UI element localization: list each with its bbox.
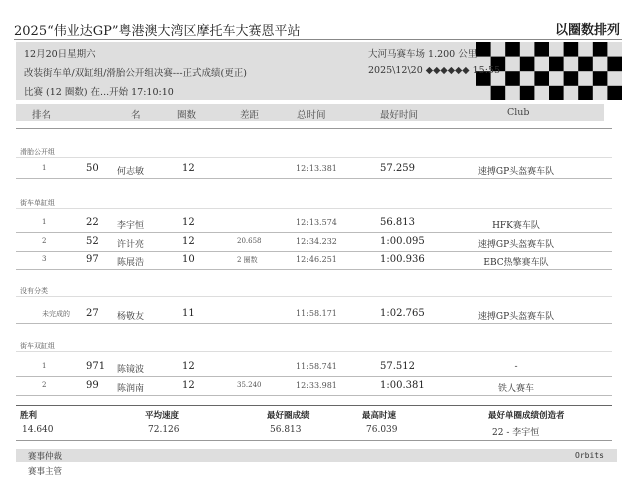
cell-club: 速搏GP头盔赛车队 <box>477 312 555 322</box>
col-club: Club <box>507 107 530 118</box>
cell-laps: 12 <box>182 361 195 372</box>
cell-pos: 1 <box>42 362 47 370</box>
cell-best: 1:00.936 <box>380 254 425 265</box>
group-label: 没有分类 <box>20 287 48 295</box>
summary-divider <box>16 405 612 406</box>
row-divider <box>16 178 612 179</box>
cell-total: 11:58.741 <box>296 362 337 371</box>
summary-winner-time: 14.640 <box>22 425 54 435</box>
cell-best: 1:00.381 <box>380 380 425 391</box>
cell-no: 50 <box>86 163 99 174</box>
title-divider <box>14 39 622 40</box>
cell-laps: 12 <box>182 236 195 247</box>
cell-club: 铁人赛车 <box>497 384 534 394</box>
summary-top-speed: 76.039 <box>366 425 398 435</box>
cell-no: 971 <box>86 361 106 372</box>
cell-total: 12:13.381 <box>296 164 337 173</box>
timestamp: 2025\12\20 ◆◆◆◆◆◆ 15:55 <box>368 65 501 76</box>
group-label: 街车单缸组 <box>20 199 55 207</box>
cell-name: 杨敬友 <box>117 312 145 322</box>
col-gap: 差距 <box>240 110 260 121</box>
cell-pos: 3 <box>42 255 47 263</box>
event-info-box <box>16 42 622 100</box>
row-divider <box>16 251 612 252</box>
group-divider <box>16 351 612 352</box>
venue: 大河马赛车场 1.200 公里 <box>368 49 478 60</box>
group-label: 街车双缸组 <box>20 342 55 350</box>
summary-avg-speed: 72.126 <box>148 425 180 435</box>
summary-header-best-lap-holder: 最好单圈成绩创造者 <box>488 411 565 421</box>
cell-pos: 1 <box>42 164 47 172</box>
director-label: 赛事主管 <box>28 467 63 477</box>
cell-no: 99 <box>86 380 99 391</box>
cell-club: - <box>514 362 518 372</box>
cell-name: 许计亮 <box>117 240 145 250</box>
cell-laps: 12 <box>182 163 195 174</box>
cell-pos: 2 <box>42 381 47 389</box>
cell-gap: 2 圈数 <box>237 256 258 264</box>
cell-laps: 11 <box>182 308 195 319</box>
cell-name: 陈镜波 <box>117 365 145 375</box>
cell-best: 57.512 <box>380 361 415 372</box>
group-label: 滑胎公开组 <box>20 148 55 156</box>
cell-gap: 35.240 <box>237 381 262 389</box>
cell-pos: 2 <box>42 237 47 245</box>
event-name: 改装街车单/双缸组/滑胎公开组决赛---正式成绩(更正) <box>24 68 247 79</box>
summary-header-top-speed: 最高时速 <box>362 411 397 421</box>
col-total-time: 总时间 <box>297 110 326 121</box>
row-divider <box>16 376 612 377</box>
cell-name: 李宇恒 <box>117 221 145 231</box>
page-title: 2025“伟业达GP”粤港澳大湾区摩托车大赛恩平站 <box>14 24 301 39</box>
summary-best-lap: 56.813 <box>270 425 302 435</box>
cell-best: 1:00.095 <box>380 236 425 247</box>
cell-best: 1:02.765 <box>380 308 425 319</box>
cell-club: 速搏GP头盔赛车队 <box>477 240 555 250</box>
cell-total: 11:58.171 <box>296 309 337 318</box>
cell-gap: 20.658 <box>237 237 262 245</box>
orbits-brand: Orbits <box>575 451 604 460</box>
event-date: 12月20日星期六 <box>24 49 96 60</box>
cell-no: 27 <box>86 308 99 319</box>
cell-best: 56.813 <box>380 217 415 228</box>
row-divider <box>16 395 612 396</box>
col-laps: 圈数 <box>177 110 197 121</box>
group-divider <box>16 208 612 209</box>
cell-total: 12:13.574 <box>296 218 337 227</box>
cell-no: 22 <box>86 217 99 228</box>
group-divider <box>16 157 612 158</box>
summary-header-winner: 胜利 <box>20 411 38 421</box>
cell-total: 12:33.981 <box>296 381 337 390</box>
cell-no: 52 <box>86 236 99 247</box>
cell-club: 速搏GP头盔赛车队 <box>477 167 555 177</box>
cell-club: HFK赛车队 <box>492 221 540 231</box>
group-divider <box>16 296 612 297</box>
header-divider <box>16 128 612 129</box>
col-name: 名 <box>131 110 141 121</box>
cell-best: 57.259 <box>380 163 415 174</box>
row-divider <box>16 323 612 324</box>
cell-name: 陈展浩 <box>117 258 145 268</box>
col-rank: 排名 <box>32 110 52 121</box>
summary-header-best-lap: 最好圈成绩 <box>267 411 310 421</box>
summary-header-avg-speed: 平均速度 <box>145 411 180 421</box>
cell-club: EBC热擎赛车队 <box>483 258 549 268</box>
cell-pos: 未完成的 <box>42 310 70 318</box>
cell-total: 12:46.251 <box>296 255 337 264</box>
row-divider <box>16 269 612 270</box>
cell-pos: 1 <box>42 218 47 226</box>
cell-laps: 12 <box>182 380 195 391</box>
row-divider <box>16 232 612 233</box>
cell-name: 陈润南 <box>117 384 145 394</box>
summary-bottom-rule <box>16 440 612 441</box>
summary-best-lap-holder: 22 - 李宇恒 <box>492 428 540 438</box>
sort-label: 以圈数排列 <box>554 23 620 38</box>
footer-bar <box>16 449 617 462</box>
cell-laps: 10 <box>182 254 195 265</box>
cell-name: 何志敏 <box>117 167 145 177</box>
referee-label: 赛事仲裁 <box>28 452 63 462</box>
race-start: 比赛 (12 圈数) 在...开始 17:10:10 <box>24 87 174 98</box>
cell-total: 12:34.232 <box>296 237 337 246</box>
cell-no: 97 <box>86 254 99 265</box>
cell-laps: 12 <box>182 217 195 228</box>
col-best-time: 最好时间 <box>380 110 419 121</box>
